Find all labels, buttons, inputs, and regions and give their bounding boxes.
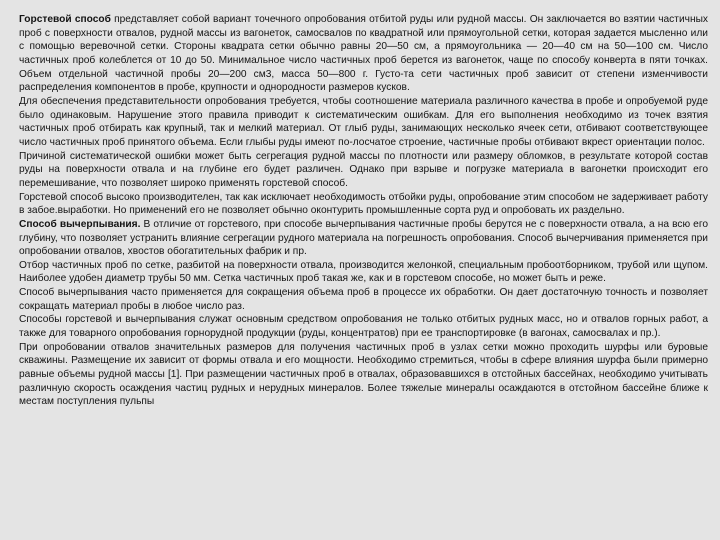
paragraph-7: Способ вычерпывания часто применяется для сокращения объема проб в процессе их обработки. Он дает достаточную точность и позволяет сокращать материал пробы в любое число раз. bbox=[19, 287, 708, 312]
paragraph-8: Способы горстевой и вычерпывания служат основным средством опробования не только отбитых рудных масс, но и отвалов горных работ, а также для товарного опробования горнорудной продукции (руды, концентратов) при ее транспортировке (в вагонах, самосвалах и пр.). bbox=[19, 314, 708, 340]
paragraph-3: Причиной систематической ошибки может быть сегрегация рудной массы по плотности или размеру обломков, в результате которой состав руды на поверхности отвала и на глубине его будет различен. Однако при взрыве и погрузке материала в вагонетки происходит его перемешивание, что позволяет широко применять горстевой способ. bbox=[19, 150, 708, 189]
paragraph-5: Способ вычерпывания. В отличие от горстевого, при способе вычерпывания частичные пробы берутся не с поверхности отвала, а на всю его глубину, что позволяет устранить влияние сегрегации рудного материала на погрешность опробования. Способ вычерчивания применяется при опробовании отвалов, хвостов обогатительных фабрик и пр. bbox=[19, 218, 708, 258]
paragraph-2: Для обеспечения представительности опробования требуется, чтобы соотношение материала различного качества в пробе и опробуемой руде было одинаковым. Нарушение этого правила приводит к систематическим ошибкам. Для его выполнения необходимо из точек взятия частичных проб отбирать как крупный, так и мелкий материал. От глыб руды, занимающих несколько ячеек сети, отбивают соответствующее число частичных проб принятого объема. Если глыбы руды имеют по-лосчатое строение, частичные пробы отбивают вкрест ориентации полос. bbox=[19, 95, 708, 148]
paragraph-9: При опробовании отвалов значительных размеров для получения частичных проб в узлах сетки можно проходить шурфы или буровые скважины. Размещение их зависит от формы отвала и его мощности. Необходимо стремиться, чтобы в сфере влияния шурфа были примерно равные объемы рудной массы [1]. При размещении частичных проб в отвалах, образовавшихся в отстойных бассейнах, необходимо учитывать различную скорость осаждения частиц рудных и нерудных минералов. Более тяжелые минералы осаждаются в отстойном бассейне ближе к местам поступления пульпы bbox=[19, 341, 708, 408]
term-vycherpyvanie: Способ вычерпывания. bbox=[19, 218, 141, 230]
term-gorstevoy: Горстевой способ bbox=[19, 14, 111, 25]
paragraph-4: Горстевой способ высоко производителен, так как исключает необходимость отбойки руды, опробование этим способом не задерживает работу в забое.выработки. Но применений его не позволяет обычно оконтурить промышленные сорта руд и опробовать их раздельно. bbox=[19, 191, 708, 217]
paragraph-6: Отбор частичных проб по сетке, разбитой на поверхности отвала, производится желонкой, специальным пробоотборником, трубой или щупом. Наиболее удобен диаметр трубы 50 мм. Сетка частичных проб такая же, как и в горстевом способе, но может быть и реже. bbox=[19, 259, 708, 285]
document-text bbox=[19, 13, 708, 409]
paragraph-1: Горстевой способ представляет собой вариант точечного опробования отбитой руды или рудной массы. Он заключается во взятии частичных проб с поверхности отвалов, рудной массы из вагонеток, самосвалов по квадратной или прямоугольной сетки, которая задается мысленно или с помощью веревочной сетки. Стороны квадрата сетки обычно равны 20—50 см, а прямоугольника — 20—40 см на 50—100 см. Число частичных проб колеблется от 10 до 50. Минимальное число частичных проб берется из вагонеток, чаще по способу конверта в пяти точках. Объем отдельной частичной пробы 20—200 см3, масса 50—800 г. Густо-та сети частичных проб зависит от степени изменчивости распределения компонентов в пробе, крупности и однородности размеров кусков. bbox=[19, 14, 708, 94]
